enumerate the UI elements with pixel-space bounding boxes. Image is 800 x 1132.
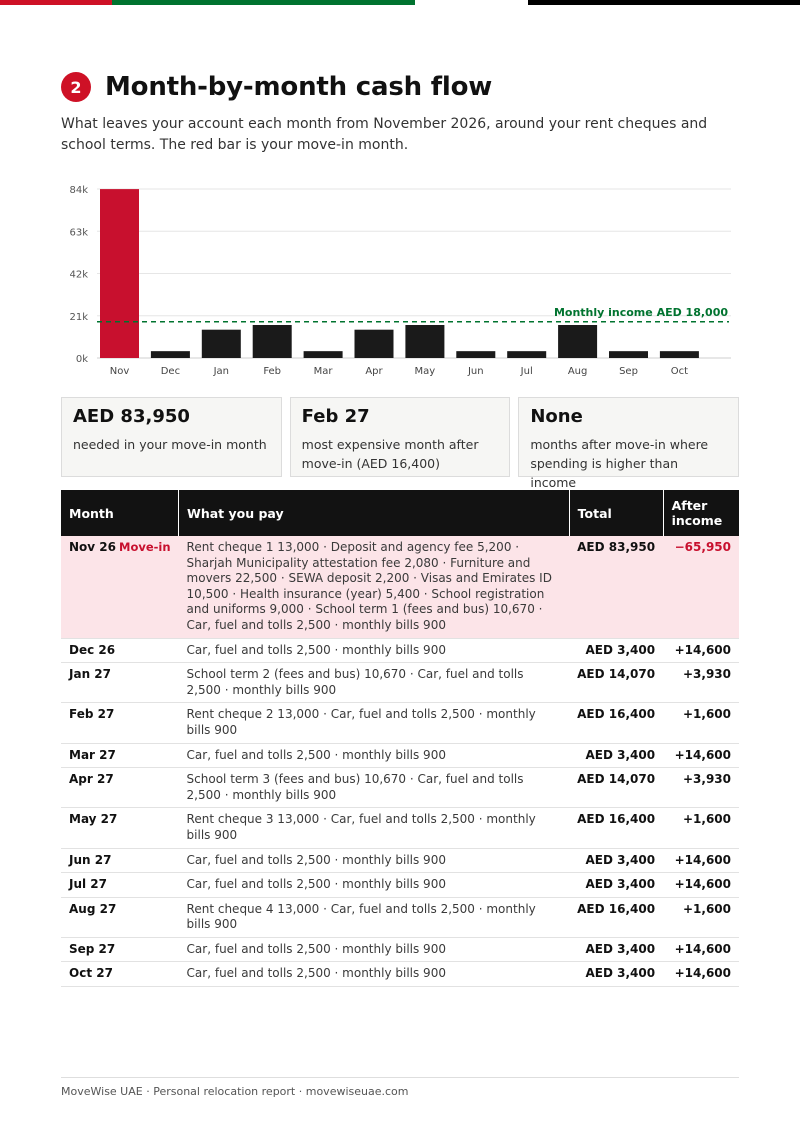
month-label: Feb 27 [69, 707, 115, 722]
x-tick-label: Aug [567, 366, 588, 377]
cell-total: AED 16,400 [569, 897, 663, 937]
cell-after-income: +3,930 [663, 663, 739, 703]
cell-after-income: +14,600 [663, 848, 739, 873]
section-title: Month-by-month cash flow [105, 72, 493, 102]
card-value: None [530, 406, 583, 427]
cell-total: AED 3,400 [569, 638, 663, 663]
bar-sep [609, 351, 648, 358]
cell-total: AED 3,400 [569, 848, 663, 873]
x-tick-label: Mar [313, 366, 333, 377]
card-label: most expensive month after move-in (AED 16,400) [301, 437, 479, 471]
y-tick-label: 42k [69, 269, 88, 281]
cell-month [61, 962, 179, 987]
x-tick-label: Jul [520, 366, 533, 377]
card-label: needed in your move-in month [73, 437, 267, 452]
cell-after-income: +14,600 [663, 962, 739, 987]
y-tick-label: 84k [69, 185, 88, 196]
x-tick-label: Sep [619, 366, 638, 377]
cashflow-table [61, 490, 739, 987]
card-value: AED 83,950 [73, 406, 190, 427]
month-label: Mar 27 [69, 747, 116, 762]
x-tick-label: Nov [109, 366, 130, 377]
cell-after-income: +14,600 [663, 937, 739, 962]
month-label: Sep 27 [69, 941, 116, 956]
cell-month [61, 897, 179, 937]
column-header-after-income: After income [663, 490, 739, 536]
month-label: Nov 26 [69, 540, 116, 554]
cell-after-income: +14,600 [663, 638, 739, 663]
table-row [61, 743, 739, 768]
column-header-total: Total [569, 490, 663, 536]
cell-month [61, 663, 179, 703]
section-number-badge: 2 [61, 72, 91, 102]
cell-what-you-pay: Car, fuel and tolls 2,500 · monthly bills 900 [179, 638, 570, 663]
flag-stripe-red [0, 0, 112, 5]
cell-total: AED 16,400 [569, 808, 663, 848]
cell-after-income: +14,600 [663, 743, 739, 768]
cell-after-income: +14,600 [663, 873, 739, 898]
bar-jun [456, 351, 495, 358]
table-row [61, 808, 739, 848]
cell-what-you-pay: School term 3 (fees and bus) 10,670 · Car, fuel and tolls 2,500 · monthly bills 900 [179, 768, 570, 808]
cell-what-you-pay: Car, fuel and tolls 2,500 · monthly bills 900 [179, 848, 570, 873]
cell-total: AED 3,400 [569, 962, 663, 987]
x-tick-label: Jan [213, 366, 230, 377]
summary-cards [61, 397, 739, 490]
x-tick-label: Oct [670, 366, 689, 377]
cell-what-you-pay: Rent cheque 3 13,000 · Car, fuel and tolls 2,500 · monthly bills 900 [179, 808, 570, 848]
cell-after-income: +1,600 [663, 808, 739, 848]
cell-month [61, 808, 179, 848]
cell-month [61, 703, 179, 743]
y-tick-label: 21k [69, 311, 88, 323]
cell-what-you-pay: Car, fuel and tolls 2,500 · monthly bills 900 [179, 743, 570, 768]
section-intro: What leaves your account each month from November 2026, around your rent cheques and school terms. The red bar is your move-in month. [61, 116, 708, 153]
cell-month [61, 873, 179, 898]
page-footer: MoveWise UAE · Personal relocation report · movewiseuae.com [61, 1085, 409, 1098]
bar-may [405, 325, 444, 358]
flag-stripe-black [528, 0, 800, 5]
cell-what-you-pay: School term 2 (fees and bus) 10,670 · Car, fuel and tolls 2,500 · monthly bills 900 [179, 663, 570, 703]
table-row [61, 703, 739, 743]
month-label: May 27 [69, 812, 118, 827]
cell-month [61, 848, 179, 873]
table-row [61, 897, 739, 937]
month-label: Jan 27 [69, 667, 111, 682]
cell-month [61, 937, 179, 962]
x-tick-label: Apr [365, 366, 383, 377]
table-row [61, 873, 739, 898]
cell-what-you-pay: Rent cheque 4 13,000 · Car, fuel and tolls 2,500 · monthly bills 900 [179, 897, 570, 937]
bar-oct [660, 351, 699, 358]
x-tick-label: Dec [160, 366, 181, 377]
cell-month [61, 768, 179, 808]
y-tick-label: 63k [69, 227, 88, 239]
month-label: Dec 26 [69, 642, 116, 657]
month-label: Jun 27 [69, 852, 112, 867]
x-tick-label: Jun [467, 366, 484, 377]
cell-after-income: +1,600 [663, 897, 739, 937]
y-tick-label: 0k [75, 354, 88, 365]
month-label: Oct 27 [69, 966, 113, 981]
cell-month [61, 536, 179, 638]
bar-nov [100, 189, 139, 358]
table-row [61, 663, 739, 703]
flag-stripe-green [112, 0, 415, 5]
table-row [61, 638, 739, 663]
cell-total: AED 3,400 [569, 743, 663, 768]
cell-month [61, 638, 179, 663]
table-row [61, 962, 739, 987]
bar-feb [253, 325, 292, 358]
summary-card-most-expensive [290, 397, 511, 477]
bar-jul [507, 351, 546, 358]
table-row [61, 768, 739, 808]
cell-total: AED 3,400 [569, 873, 663, 898]
card-value: Feb 27 [301, 406, 370, 427]
cell-total: AED 3,400 [569, 937, 663, 962]
bar-apr [355, 330, 394, 358]
cell-what-you-pay: Rent cheque 1 13,000 · Deposit and agency fee 5,200 · Sharjah Municipality attestation fee 2,080 · Furniture and movers 22,500 · SEWA deposit 2,200 · Visas and Emirates ID 10,500 · Health insurance (year) 5,400 · School registration and uniforms 9,000 · School term 1 (fees and bus) 10,670 · Car, fuel and tolls 2,500 · monthly bills 900 [179, 536, 570, 638]
summary-card-deficit-months [518, 397, 739, 490]
cell-total: AED 83,950 [569, 536, 663, 638]
month-label: Jul 27 [69, 877, 107, 892]
table-row [61, 536, 739, 638]
bar-jan [202, 330, 241, 358]
cell-what-you-pay: Rent cheque 2 13,000 · Car, fuel and tolls 2,500 · monthly bills 900 [179, 703, 570, 743]
column-header-month: Month [61, 490, 179, 536]
x-tick-label: Feb [263, 366, 282, 377]
move-in-tag: Move-in [119, 540, 171, 554]
column-header-what-you-pay: What you pay [179, 490, 570, 536]
footer-divider [61, 1077, 739, 1078]
cell-month [61, 743, 179, 768]
section-header [61, 72, 492, 102]
table-row [61, 848, 739, 873]
bar-mar [304, 351, 343, 358]
cell-after-income: −65,950 [663, 536, 739, 638]
month-label: Aug 27 [69, 901, 117, 916]
cell-total: AED 14,070 [569, 663, 663, 703]
bar-dec [151, 351, 190, 358]
cell-total: AED 14,070 [569, 768, 663, 808]
income-reference-label: Monthly income AED 18,000 [553, 305, 728, 319]
cell-after-income: +1,600 [663, 703, 739, 743]
cell-what-you-pay: Car, fuel and tolls 2,500 · monthly bills 900 [179, 937, 570, 962]
cell-after-income: +3,930 [663, 768, 739, 808]
flag-stripe [0, 0, 800, 5]
cell-what-you-pay: Car, fuel and tolls 2,500 · monthly bills 900 [179, 873, 570, 898]
bar-aug [558, 325, 597, 358]
card-label: months after move-in where spending is higher than income [530, 437, 709, 490]
cashflow-bar-chart [61, 180, 741, 385]
x-tick-label: May [414, 366, 436, 377]
summary-card-movein-need [61, 397, 282, 477]
table-header-row [61, 490, 739, 536]
cell-what-you-pay: Car, fuel and tolls 2,500 · monthly bills 900 [179, 962, 570, 987]
table-row [61, 937, 739, 962]
cell-total: AED 16,400 [569, 703, 663, 743]
month-label: Apr 27 [69, 772, 114, 787]
